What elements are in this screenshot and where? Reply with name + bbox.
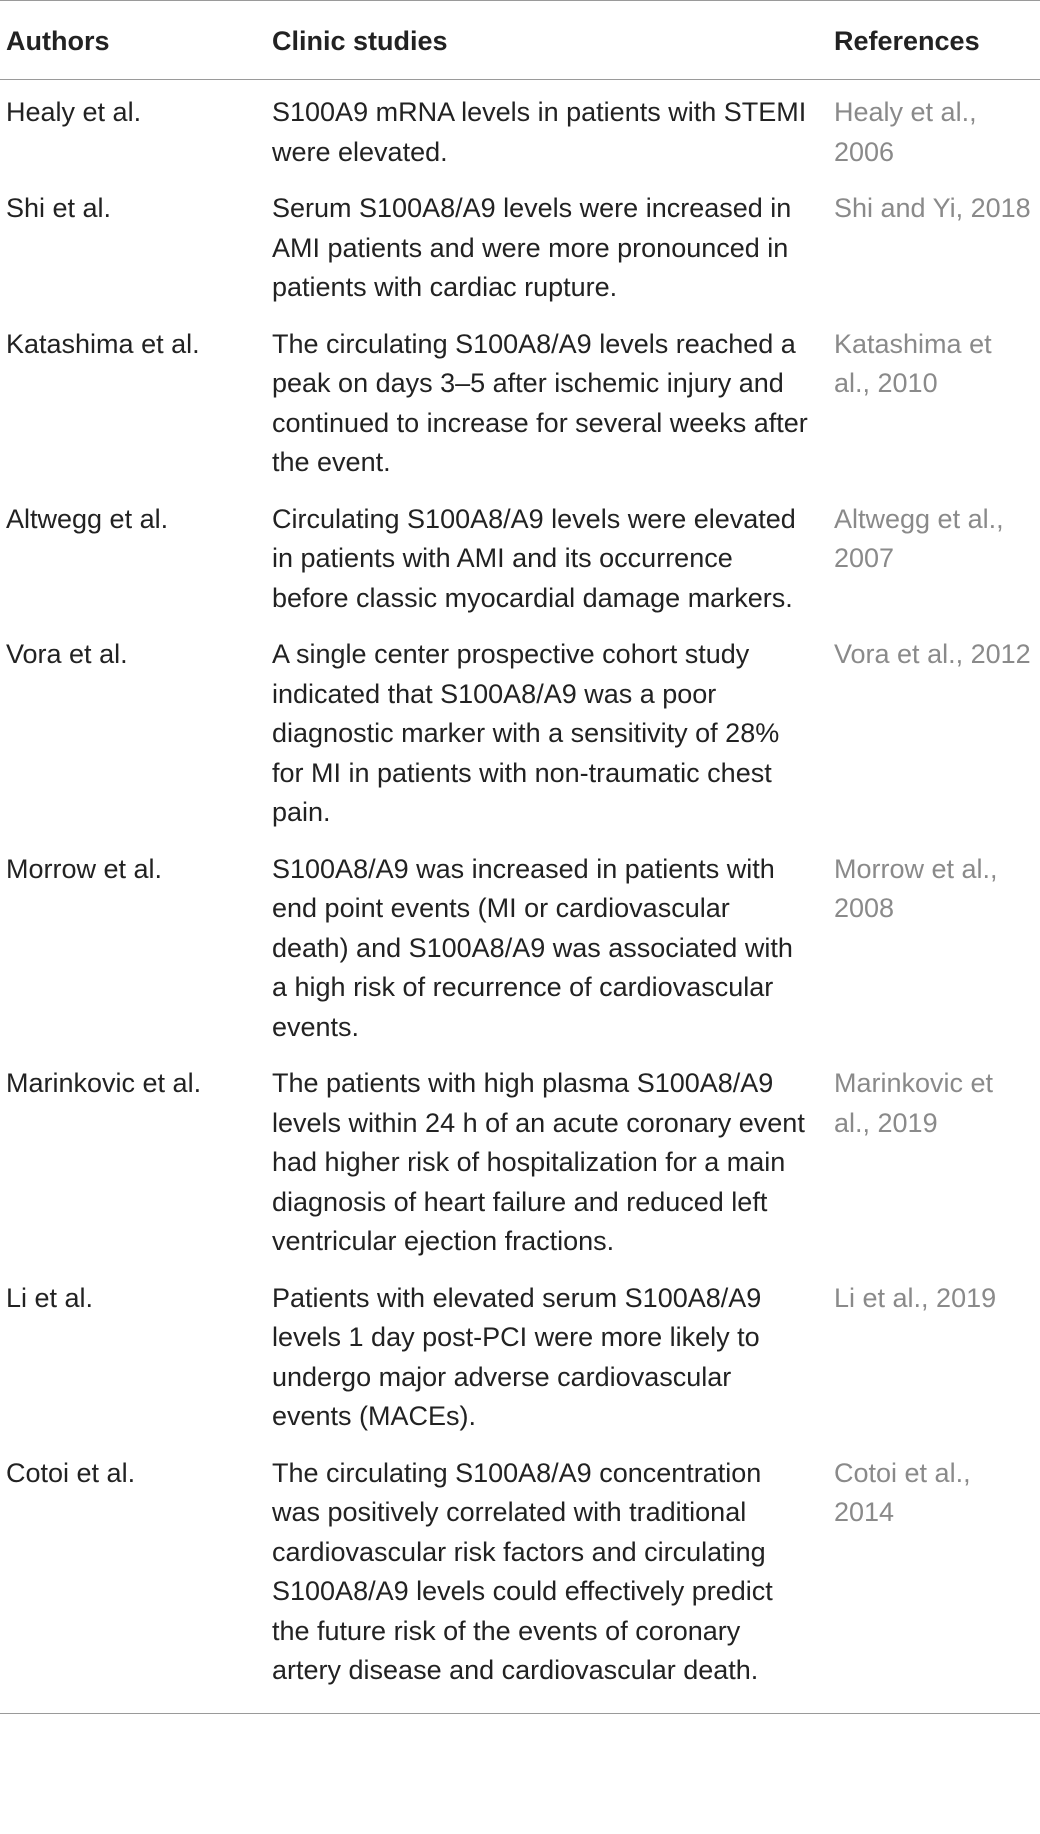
study-cell: Circulating S100A8/A9 levels were elevated in patients with AMI and its occurrence before classic myocardial damage markers.	[272, 503, 796, 613]
reference-cell: Healy et al., 2006	[834, 97, 977, 167]
table-header	[0, 1, 1040, 80]
reference-cell: Altwegg et al., 2007	[834, 503, 1004, 573]
header-row	[0, 1, 1040, 80]
study-cell: Patients with elevated serum S100A8/A9 levels 1 day post-PCI were more likely to undergo major adverse cardiovascular events (MACEs).	[272, 1282, 762, 1431]
header-clinic-studies: Clinic studies	[272, 26, 448, 56]
table-row	[0, 1266, 1040, 1441]
reference-cell: Shi and Yi, 2018	[834, 193, 1031, 223]
reference-cell: Marinkovic et al., 2019	[834, 1068, 994, 1138]
table-row	[0, 1441, 1040, 1714]
study-cell: A single center prospective cohort study indicated that S100A8/A9 was a poor diagnostic marker with a sensitivity of 28% for MI in patients with non-traumatic chest pain.	[272, 639, 780, 827]
study-cell: Serum S100A8/A9 levels were increased in AMI patients and were more pronounced in patients with cardiac rupture.	[272, 193, 792, 302]
table-row	[0, 312, 1040, 487]
table-row	[0, 487, 1040, 623]
author-cell: Vora et al.	[6, 639, 128, 669]
author-cell: Shi et al.	[6, 193, 112, 223]
author-cell: Cotoi et al.	[6, 1457, 136, 1488]
reference-cell: Vora et al., 2012	[834, 639, 1031, 669]
author-cell: Morrow et al.	[6, 853, 163, 884]
table-row	[0, 837, 1040, 1052]
reference-cell: Cotoi et al., 2014	[834, 1457, 971, 1527]
header-authors: Authors	[6, 26, 110, 56]
table-row	[0, 80, 1040, 177]
reference-cell: Katashima et al., 2010	[834, 328, 992, 398]
study-cell: S100A8/A9 was increased in patients with end point events (MI or cardiovascular death) and S100A8/A9 was associated with a high risk of recurrence of cardiovascular events.	[272, 853, 793, 1042]
author-cell: Healy et al.	[6, 97, 142, 127]
header-references: References	[834, 26, 980, 56]
author-cell: Altwegg et al.	[6, 503, 169, 534]
table-row	[0, 176, 1040, 312]
study-cell: S100A9 mRNA levels in patients with STEMI were elevated.	[272, 97, 807, 167]
author-cell: Marinkovic et al.	[6, 1068, 202, 1098]
table-row	[0, 622, 1040, 837]
author-cell: Li et al.	[6, 1282, 94, 1313]
author-cell: Katashima et al.	[6, 328, 200, 359]
table-row	[0, 1051, 1040, 1266]
table-body	[0, 80, 1040, 1714]
reference-cell: Li et al., 2019	[834, 1282, 997, 1313]
study-cell: The circulating S100A8/A9 levels reached a peak on days 3–5 after ischemic injury and continued to increase for several weeks after the event.	[272, 328, 808, 477]
reference-cell: Morrow et al., 2008	[834, 853, 998, 923]
study-cell: The patients with high plasma S100A8/A9 levels within 24 h of an acute coronary event had higher risk of hospitalization for a main diagnosis of heart failure and reduced left ventricular ejection fractions.	[272, 1068, 805, 1256]
study-cell: The circulating S100A8/A9 concentration was positively correlated with traditional cardiovascular risk factors and circulating S100A8/A9 levels could effectively predict the future risk of the events of coronary artery disease and cardiovascular death.	[272, 1457, 773, 1685]
